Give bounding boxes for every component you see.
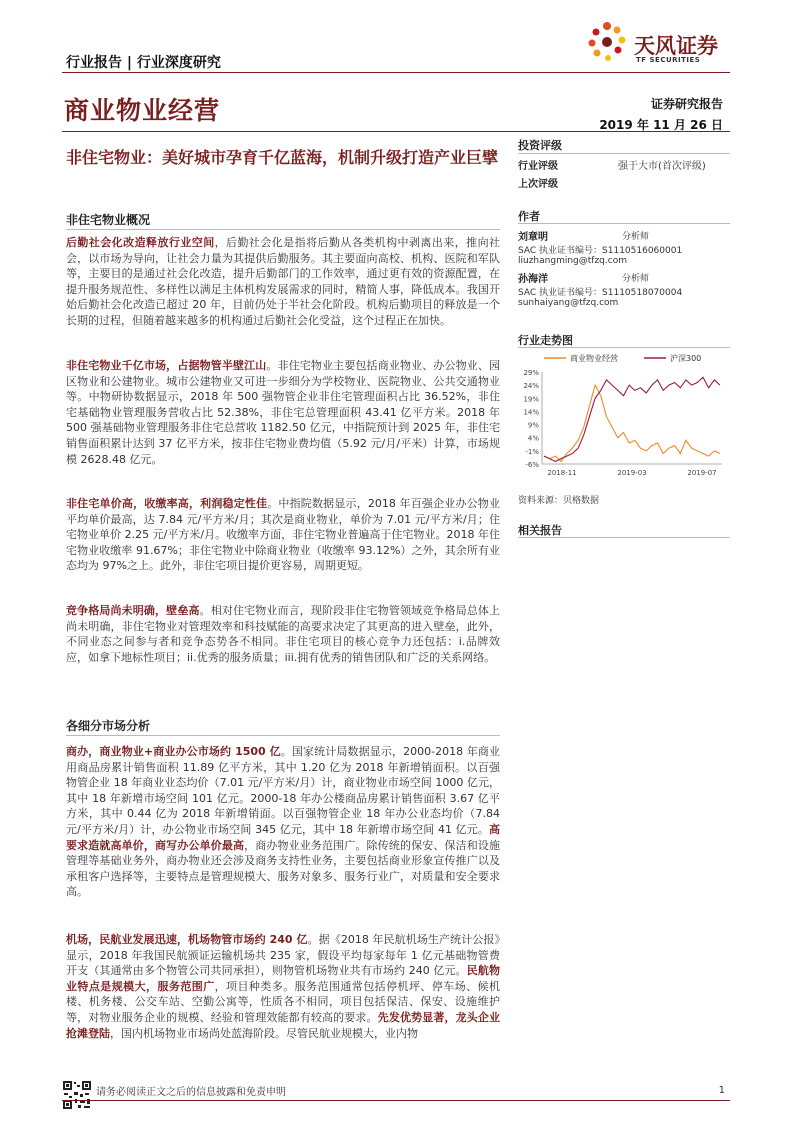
paragraph-market-size — [66, 358, 500, 467]
report-subtitle: 非住宅物业：美好城市孕育千亿蓝海，机制升级打造产业巨擘 — [66, 148, 499, 167]
paragraph-commercial — [66, 744, 500, 900]
logo-text: 天风证券 — [634, 34, 718, 58]
title-divider — [62, 131, 730, 132]
legend-label: 沪深300 — [670, 354, 702, 363]
paragraph-body: ，项目种类多。服务范围通常包括停机坪、停车场、候机楼、机务楼、公交车站、空勤公寓等，性质各不相同，项目包括保洁、保安、设施维护等，对物业服务企业的规模、经验和管理效能都有较高的要求。 — [66, 979, 501, 1024]
author-name: 刘章明 — [518, 232, 548, 243]
x-tick-label: 2019-03 — [617, 469, 647, 477]
section-divider — [66, 735, 500, 736]
paragraph-airport — [66, 932, 500, 1041]
paragraph-logistics — [66, 235, 500, 329]
paragraph-lead: 商办，商业物业+商业办公市场约 1500 亿 — [66, 745, 281, 758]
y-tick-label: 29% — [523, 369, 539, 377]
trend-title: 行业走势图 — [518, 334, 573, 347]
author-email[interactable]: sunhaiyang@tfzq.com — [518, 298, 619, 308]
paragraph-body: ，商办物业业务范围广。除传统的保安、保洁和设施管理等基础业务外，商办物业还会涉及商务支持性业务，主要包括商业形象宣传推广以及承租客户选择等，主要特点是管理规模大、服务对象多、服务行业广，对质量和安全要求高。 — [66, 838, 501, 899]
y-tick-label: 19% — [523, 395, 539, 404]
last-rating-label: 上次评级 — [518, 179, 558, 190]
page-number: 1 — [718, 1085, 725, 1096]
paragraph-body: 。据《2018 年民航机场生产统计公报》显示，2018 年我国民航颁证运输机场共 235 家，假设平均每家每年 1 亿元基础物管费开支（其通常由多个物管公司共同承担），则物管机场物业共有市场约 240 亿元。 — [66, 933, 500, 978]
logo-mark-icon — [584, 18, 630, 64]
author-sac: SAC 执业证书编号：S1110516060001 — [518, 246, 683, 256]
report-type: 证券研究报告 — [650, 97, 723, 111]
author-email[interactable]: liuzhangming@tfzq.com — [518, 256, 627, 266]
legend-label: 商业物业经营 — [570, 354, 618, 363]
paragraph-body: ，国内机场物业市场尚处蓝海阶段。尽管民航业规模大，业内物 — [110, 1026, 418, 1040]
disclaimer-text: 请务必阅读正文之后的信息披露和免责申明 — [96, 1087, 286, 1098]
section-title-segments: 各细分市场分析 — [66, 719, 151, 733]
industry-rating-value: 强于大市(首次评级) — [618, 161, 706, 172]
paragraph-lead: 非住宅物业千亿市场，占据物管半壁江山 — [66, 359, 267, 372]
x-tick-label: 2018-11 — [547, 469, 577, 477]
paragraph-competition — [66, 603, 500, 665]
author-role: 分析师 — [622, 232, 650, 242]
paragraph-body: 。中指院数据显示，2018 年百强企业办公物业平均单价最高，达 7.84 元/平方米/月；其次是商业物业，单价为 7.01 元/平方米/月；住宅物业单价 2.25 元/平方米/月。收缴率方面，非住宅物业普遍高于住宅物业。2018 年住宅物业收缴率 91.67%；非住宅物业中除商业物业（收缴率 93.12%）之外，其余所有业态均为 97%之上。此外，非住宅项目提价更容易，周期更短。 — [66, 497, 500, 573]
paragraph-lead: 竞争格局尚未明确，壁垒高 — [66, 604, 200, 617]
y-tick-label: -6% — [525, 461, 539, 469]
paragraph-pricing — [66, 496, 500, 574]
series-line — [544, 385, 720, 461]
header-divider — [62, 72, 730, 73]
author-title: 作者 — [518, 210, 540, 223]
report-category: 行业报告 | 行业深度研究 — [66, 55, 221, 71]
y-tick-label: 24% — [523, 382, 539, 391]
trend-divider — [518, 347, 730, 348]
page-title: 商业物业经营 — [64, 96, 221, 125]
author-name: 孙海洋 — [518, 274, 548, 285]
paragraph-lead: 非住宅单价高，收缴率高，利润稳定性佳 — [66, 497, 268, 510]
paragraph-emphasis: 民航物业特点是规模大，服务范围广 — [66, 964, 500, 993]
logo-subtitle: TF SECURITIES — [636, 56, 701, 64]
qr-code-icon — [62, 1080, 92, 1110]
paragraph-lead: 机场，民航业发展迅速，机场物管市场约 240 亿 — [66, 933, 308, 946]
industry-rating-label: 行业评级 — [518, 161, 558, 172]
footer-divider — [62, 1100, 730, 1101]
chart-source: 资料来源：贝格数据 — [518, 496, 600, 506]
trend-chart — [516, 350, 728, 482]
section-divider — [66, 229, 500, 230]
section-title-overview: 非住宅物业概况 — [66, 213, 151, 227]
rating-divider — [518, 153, 730, 154]
y-tick-label: -1% — [525, 447, 539, 456]
y-tick-label: 14% — [523, 408, 539, 417]
author-divider — [518, 223, 730, 224]
related-divider — [518, 537, 730, 538]
author-sac: SAC 执业证书编号：S1110518070004 — [518, 288, 683, 298]
x-tick-label: 2019-07 — [687, 469, 717, 477]
paragraph-emphasis: 高要求造就高单价，商写办公单价最高 — [66, 822, 500, 852]
paragraph-body: ，后勤社会化是指将后勤从各类机构中剥离出来，推向社会，以市场为导向，让社会力量为其提供后勤服务。其主要面向高校、机构、医院和军队等，主要目的是通过社会化改造，提升后勤部门的工作效率，通过更有效的资源配置，在提升服务规范性、多样性以满足主体机构发展需求的同时，精简人事，降低成本。我国开始后勤社会化改造已超过 20 年，目前仍处于半社会化阶段。机构后勤项目的释放是一个长期的过程，但随着越来越多的机构通过后勤社会化受益，这个过程正在加快。 — [66, 236, 501, 327]
related-title: 相关报告 — [518, 524, 562, 537]
paragraph-body: 。国家统计局数据显示，2000-2018 年商业用商品房累计销售面积 11.89 亿平方米，其中 1.20 亿为 2018 年新增销面积。以百强物管企业 18 年商业业态均价（7.01 元/平方米/月）计，商业物业市场空间 1000 亿元，其中 18 年新增市场空间 101 亿元。2000-18 年办公楼商品房累计销售面积 3.67 亿平方米，其中 0.44 亿为 2018 年新增销面。以百强物管企业 18 年办公业态均价（7.84 元/平方米/月）计，办公物业市场空间 345 亿元，其中 18 年新增市场空间 41 亿元。 — [66, 745, 501, 836]
author-role: 分析师 — [622, 274, 650, 284]
paragraph-emphasis: 先发优势显著，龙头企业抢滩登陆 — [66, 1010, 501, 1040]
paragraph-body: 。非住宅物业主要包括商业物业、办公物业、园区物业和公建物业。城市公建物业又可进一步细分为学校物业、医院物业、公共交通物业等。中物研协数据显示，2018 年 500 强物管企业非住宅管理面积占比 36.52%，非住宅基础物业管理服务营收占比 52.38%，非住宅总管理面积 43.41 亿平方米。2018 年 500 强基础物业管理服务非住宅总营收 1182.50 亿元，中指院预计到 2025 年，非住宅销售面积累计达到 37 亿平方米，按非住宅物业费均值（5.92 元/月/平米）计算，市场规模 2628.48 亿元。 — [66, 359, 501, 466]
y-tick-label: 9% — [527, 421, 539, 430]
y-tick-label: 4% — [527, 434, 539, 443]
rating-title: 投资评级 — [518, 139, 562, 152]
paragraph-lead: 后勤社会化改造释放行业空间 — [66, 236, 215, 249]
report-date: 2019 年 11 月 26 日 — [599, 118, 723, 132]
paragraph-body: 。相对住宅物业而言，现阶段非住宅物管领域竞争格局总体上尚未明确，非住宅物业对管理效率和科技赋能的高要求决定了其更高的进入壁垒，此外，不同业态之间参与者和竞争态势各不相同。非住宅项目的核心竞争力还包括：i.品牌效应，如拿下地标性项目；ii.优秀的服务质量；iii.拥有优秀的销售团队和广泛的关系网络。 — [66, 604, 500, 664]
